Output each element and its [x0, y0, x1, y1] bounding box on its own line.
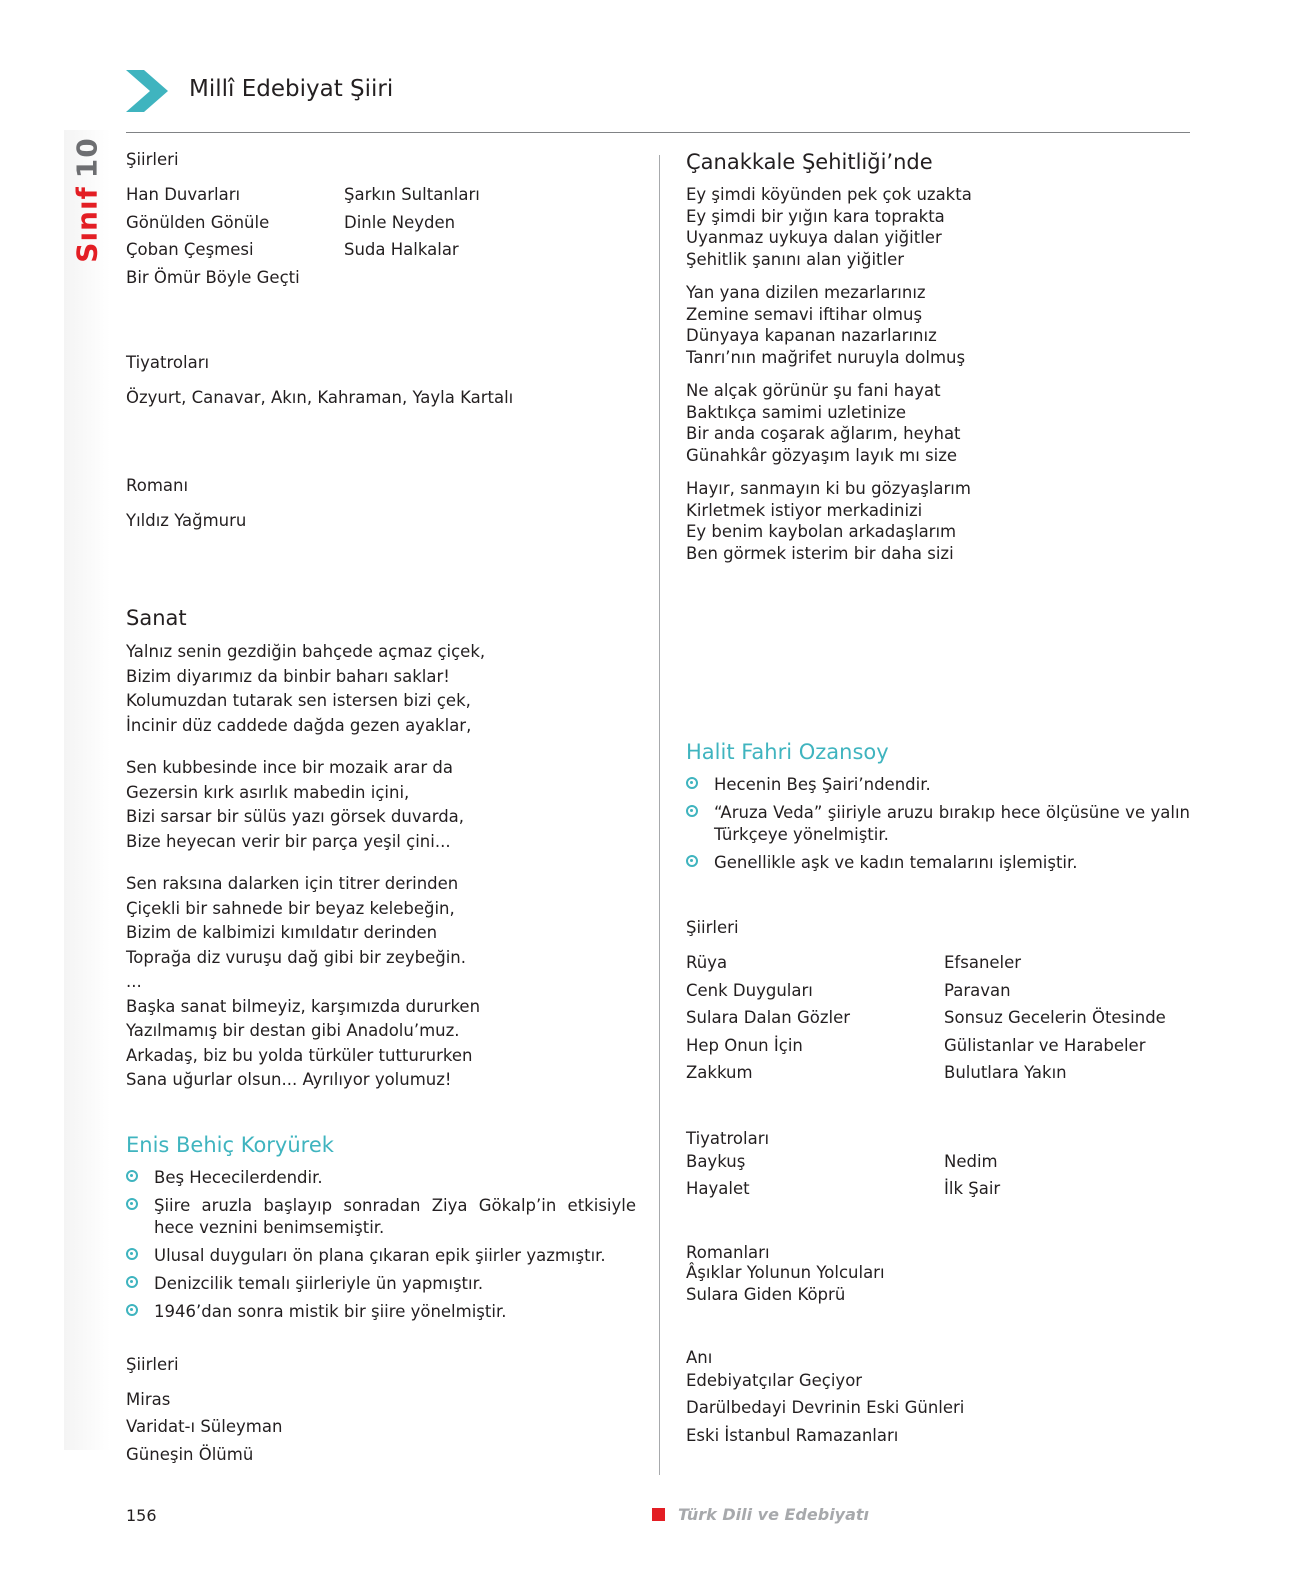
poem-line: Hayır, sanmayın ki bu gözyaşlarım	[686, 479, 971, 498]
list-item: Cenk Duyguları	[686, 980, 813, 1000]
stanza	[126, 640, 636, 738]
poem-line: Bizim de kalbimizi kımıldatır derinden	[126, 923, 438, 942]
tiyatrolari-section	[126, 353, 636, 412]
list-item: Baykuş	[686, 1151, 746, 1171]
poem-line: Şehitlik şanını alan yiğitler	[686, 249, 905, 269]
section-heading: Şiirleri	[126, 1354, 179, 1374]
poem-line: Ben görmek isterim bir daha sizi	[686, 543, 954, 563]
author-name: Enis Behiç Koryürek	[126, 1132, 334, 1157]
list-item: Sonsuz Gecelerin Ötesinde	[944, 1008, 1166, 1027]
list-item: Han Duvarları	[126, 185, 241, 204]
play-list-col1	[686, 1148, 944, 1203]
list-item: Efsaneler	[944, 953, 1022, 972]
enis-siirleri	[126, 1355, 636, 1469]
poem-line: Baktıkça samimi uzletinize	[686, 402, 907, 422]
poem-line: Günahkâr gözyaşım layık mı size	[686, 445, 958, 465]
list-item: Şiire aruzla başlayıp sonradan Ziya Gökalp’in etkisiyle hece veznini benimsemiştir.	[126, 1195, 636, 1239]
target-bullet-icon	[126, 1170, 138, 1182]
poem-list	[126, 181, 636, 291]
poem-list	[686, 949, 1190, 1087]
stanza	[686, 380, 1190, 466]
halit-ani	[686, 1348, 1190, 1450]
stanza	[126, 872, 636, 1093]
list-item: Eski İstanbul Ramazanları	[686, 1425, 899, 1445]
poem-line: Başka sanat bilmeyiz, karşımızda dururken	[126, 996, 481, 1016]
list-item: Nedim	[944, 1151, 998, 1171]
list-item: 1946’dan sonra mistik bir şiire yönelmiştir.	[126, 1301, 636, 1323]
list-item: Ulusal duyguları ön plana çıkaran epik şiirler yazmıştır.	[126, 1245, 636, 1267]
halit-fahri-section	[686, 740, 1190, 1449]
section-heading: Tiyatroları	[126, 353, 210, 372]
poem-line: Ey benim kaybolan arkadaşlarım	[686, 522, 957, 541]
poem-line: Sen raksına dalarken için titrer derinden	[126, 874, 459, 893]
list-item: “Aruza Veda” şiiriyle aruzu bırakıp hece ölçüsüne ve yalın Türkçeye yönelmiştir.	[686, 802, 1190, 846]
poem-line: ...	[126, 972, 142, 991]
section-heading: Romanları	[686, 1242, 770, 1262]
list-item: Güneşin Ölümü	[126, 1444, 254, 1464]
halit-siirleri	[686, 918, 1190, 1087]
section-text: Özyurt, Canavar, Akın, Kahraman, Yayla Kartalı	[126, 388, 514, 407]
halit-romanlari	[686, 1243, 1190, 1306]
page-number: 156	[126, 1506, 157, 1525]
list-item: Darülbedayi Devrinin Eski Günleri	[686, 1398, 965, 1417]
section-heading: Şiirleri	[126, 150, 179, 169]
right-column	[686, 150, 1190, 1445]
list-item: Dinle Neyden	[344, 212, 456, 232]
left-column	[126, 150, 636, 1468]
list-item: Sulara Giden Köprü	[686, 1284, 846, 1304]
poem-line: Yan yana dizilen mezarlarınız	[686, 283, 926, 302]
siirleri-section-1	[126, 150, 636, 291]
poem-line: Bizim diyarımız da binbir baharı saklar!	[126, 666, 450, 686]
canakkale-poem	[686, 150, 1190, 564]
chevron-right-icon	[126, 70, 168, 112]
header-divider	[126, 132, 1190, 133]
poem-line: Dünyaya kapanan nazarlarınız	[686, 326, 937, 345]
play-list-col2	[944, 1148, 1190, 1203]
poem-line: Bir anda coşarak ağlarım, heyhat	[686, 424, 961, 443]
section-heading: Romanı	[126, 475, 189, 495]
poem-line: Yalnız senin gezdiğin bahçede açmaz çiçek,	[126, 642, 486, 661]
poem-list-col1	[686, 949, 944, 1087]
side-strip	[64, 130, 110, 1450]
target-bullet-icon	[126, 1276, 138, 1288]
poem-line: Uyanmaz uykuya dalan yiğitler	[686, 228, 942, 247]
poem-line: Toprağa diz vuruşu dağ gibi bir zeybeğin.	[126, 947, 467, 967]
list-item: Hep Onun İçin	[686, 1035, 803, 1055]
list-item: Bir Ömür Böyle Geçti	[126, 267, 300, 287]
list-item: İlk Şair	[944, 1179, 1001, 1198]
poem-line: Bizi sarsar bir sülüs yazı görsek duvarda,	[126, 807, 465, 826]
section-text: Yıldız Yağmuru	[126, 510, 247, 530]
poem-line: Kirletmek istiyor merkadinizi	[686, 500, 923, 520]
poem-list-col2	[944, 949, 1190, 1087]
list-item: Gönülden Gönüle	[126, 212, 270, 232]
author-name: Halit Fahri Ozansoy	[686, 740, 889, 764]
section-heading: Anı	[686, 1347, 713, 1367]
poem-line: Gezersin kırk asırlık mabedin içini,	[126, 782, 410, 802]
stanza	[686, 282, 1190, 368]
poem-line: Tanrı’nın mağrifet nuruyla dolmuş	[686, 347, 966, 367]
author-facts	[126, 1167, 636, 1323]
list-item: Suda Halkalar	[344, 240, 459, 259]
list-item: Âşıklar Yolunun Yolcuları	[686, 1262, 885, 1282]
romani-section	[126, 476, 636, 535]
poem-title: Sanat	[126, 606, 187, 630]
poem-list-col1	[126, 181, 344, 291]
poem-line: Bize heyecan verir bir parça yeşil çini...	[126, 831, 451, 851]
poem-line: Arkadaş, biz bu yolda türküler tuttururken	[126, 1045, 473, 1065]
target-bullet-icon	[686, 777, 698, 789]
poem-line: Yazılmamış bir destan gibi Anadolu’muz.	[126, 1021, 460, 1040]
grade-letters: Sınıf	[70, 186, 104, 263]
list-item: Sulara Dalan Gözler	[686, 1008, 851, 1027]
poem-line: Ey şimdi köyünden pek çok uzakta	[686, 185, 972, 204]
list-item: Beş Hececilerdendir.	[126, 1167, 636, 1189]
list-item: Paravan	[944, 980, 1011, 1000]
list-item: Çoban Çeşmesi	[126, 240, 254, 259]
poem-line: Sana uğurlar olsun... Ayrılıyor yolumuz!	[126, 1070, 452, 1089]
footer-square-icon	[652, 1508, 665, 1521]
list-item: Miras	[126, 1389, 171, 1409]
list-item: Şarkın Sultanları	[344, 185, 480, 204]
list-item: Genellikle aşk ve kadın temalarını işlemiştir.	[686, 852, 1190, 874]
poem-line: Sen kubbesinde ince bir mozaik arar da	[126, 758, 453, 777]
poem-line: Çiçekli bir sahnede bir beyaz kelebeğin,	[126, 898, 455, 918]
grade-label	[71, 137, 104, 262]
list-item: Hayalet	[686, 1179, 750, 1198]
stanza	[686, 478, 1190, 564]
poem-list-col2	[344, 181, 636, 291]
list-item: Denizcilik temalı şiirleriyle ün yapmıştır.	[126, 1273, 636, 1295]
poem-title: Çanakkale Şehitliği’nde	[686, 150, 933, 174]
author-facts	[686, 774, 1190, 874]
list-item: Edebiyatçılar Geçiyor	[686, 1370, 863, 1390]
target-bullet-icon	[686, 855, 698, 867]
target-bullet-icon	[126, 1198, 138, 1210]
list-item: Zakkum	[686, 1063, 753, 1082]
column-divider	[659, 155, 660, 1475]
target-bullet-icon	[126, 1248, 138, 1260]
section-heading: Şiirleri	[686, 918, 739, 937]
poem-line: Zemine semavi iftihar olmuş	[686, 304, 923, 324]
play-list	[686, 1148, 1190, 1203]
poem-line: Ey şimdi bir yığın kara toprakta	[686, 206, 945, 226]
poem-line: Kolumuzdan tutarak sen istersen bizi çek,	[126, 691, 471, 710]
section-heading: Tiyatroları	[686, 1128, 770, 1148]
poem-line: Ne alçak görünür şu fani hayat	[686, 381, 941, 400]
list-item: Bulutlara Yakın	[944, 1063, 1067, 1082]
grade-number: 10	[70, 137, 104, 179]
target-bullet-icon	[686, 805, 698, 817]
stanza	[126, 756, 636, 854]
target-bullet-icon	[126, 1304, 138, 1316]
list-item: Gülistanlar ve Harabeler	[944, 1035, 1146, 1055]
book-title: Türk Dili ve Edebiyatı	[678, 1505, 870, 1524]
sanat-poem	[126, 606, 636, 1093]
list-item: Rüya	[686, 953, 728, 972]
stanza	[686, 184, 1190, 270]
enis-behic-section	[126, 1133, 636, 1469]
list-item: Hecenin Beş Şairi’ndendir.	[686, 774, 1190, 796]
halit-tiyatrolari	[686, 1129, 1190, 1203]
page-title: Millî Edebiyat Şiiri	[189, 76, 394, 102]
poem-line: İncinir düz caddede dağda gezen ayaklar,	[126, 715, 472, 735]
list-item: Varidat-ı Süleyman	[126, 1417, 283, 1436]
